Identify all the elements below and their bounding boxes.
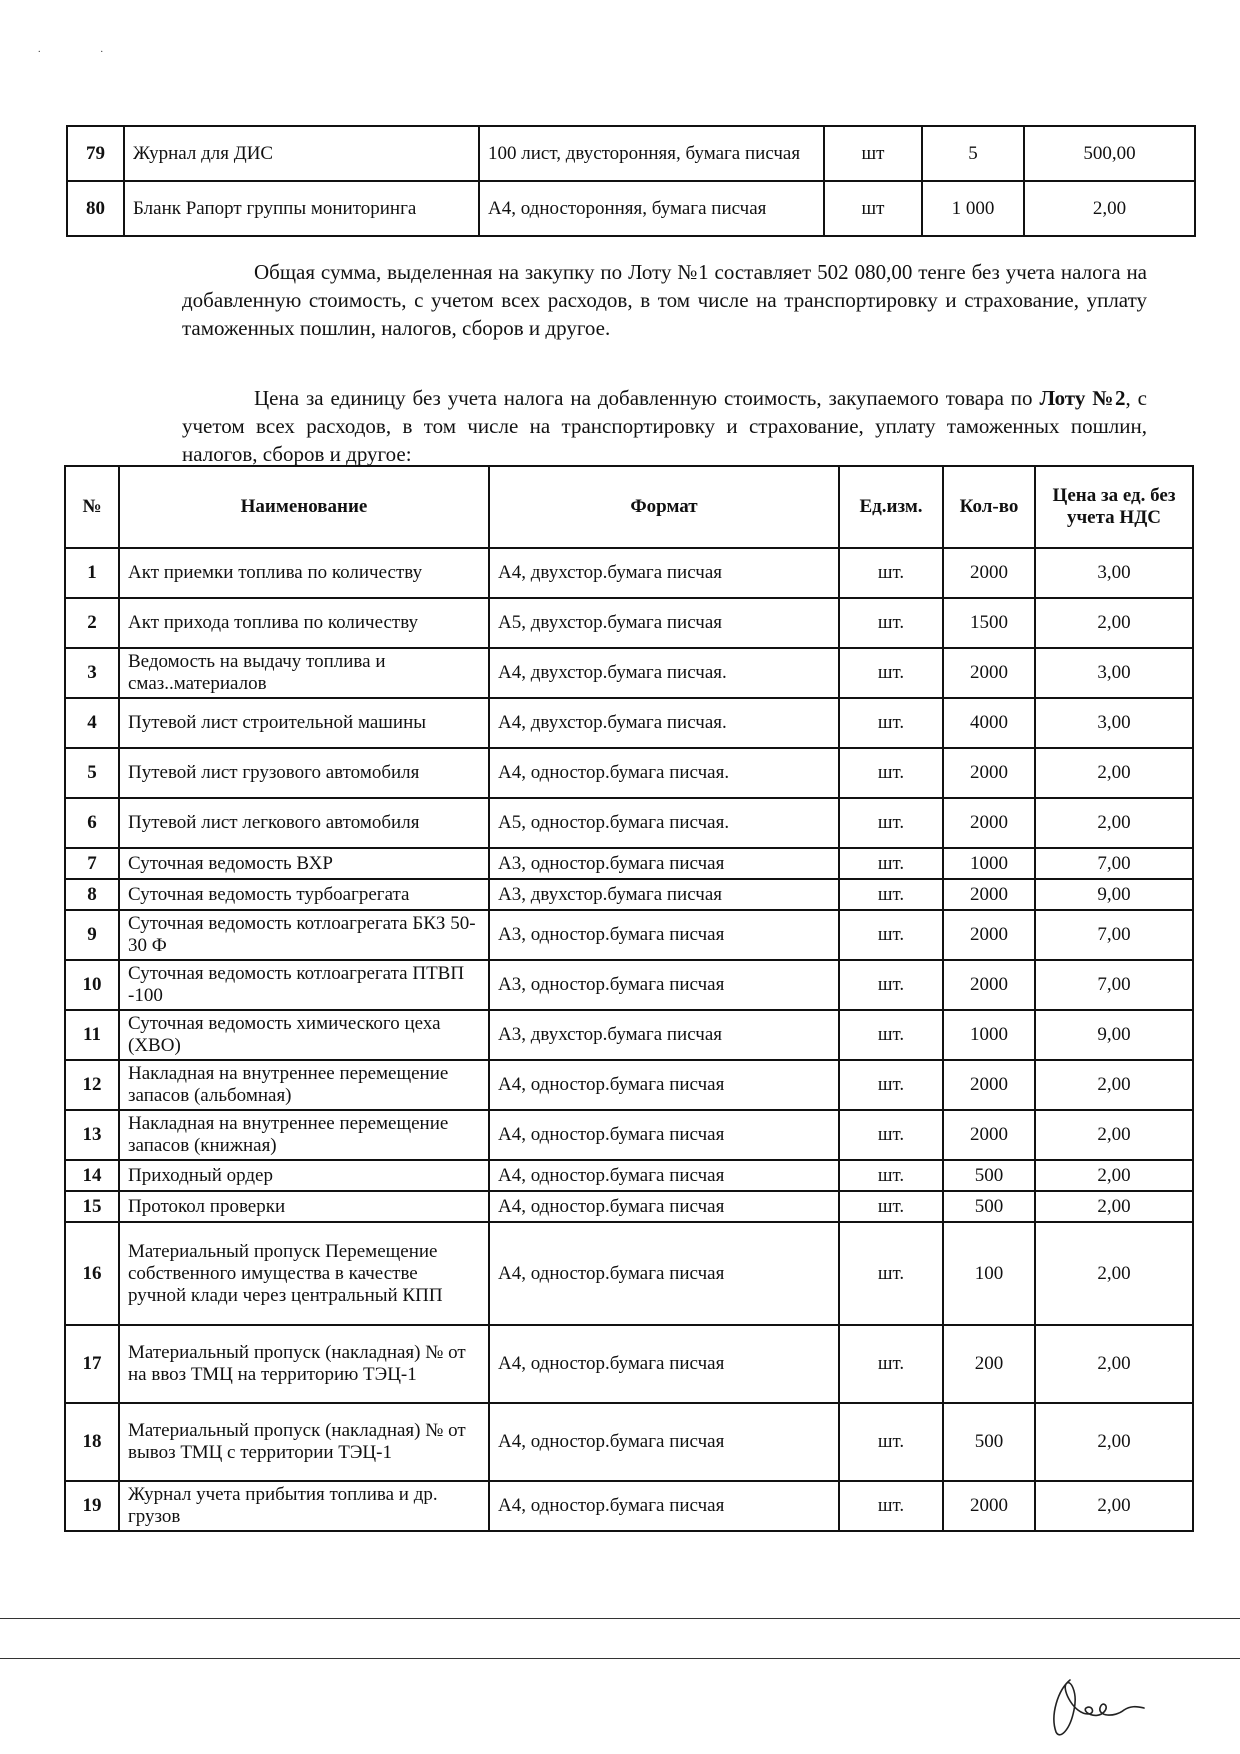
- table-row: [65, 698, 1193, 748]
- cell-price: 2,00: [1035, 598, 1193, 648]
- cell-num: 7: [65, 848, 119, 879]
- cell-price: 9,00: [1035, 879, 1193, 910]
- cell-name: Журнал для ДИС: [124, 126, 479, 181]
- table-row: [65, 1160, 1193, 1191]
- table-row: [65, 848, 1193, 879]
- cell-num: 8: [65, 879, 119, 910]
- cell-format: А4, двухстор.бумага писчая.: [489, 648, 839, 698]
- cell-format: А4, одностор.бумага писчая: [489, 1160, 839, 1191]
- cell-num: 79: [67, 126, 124, 181]
- table-row: [65, 798, 1193, 848]
- cell-name: Журнал учета прибытия топлива и др. грузов: [119, 1481, 489, 1531]
- lot2-intro-bold: Лоту №2: [1039, 386, 1126, 410]
- cell-price: 2,00: [1035, 1191, 1193, 1222]
- cell-num: 18: [65, 1403, 119, 1481]
- cell-format: А4, двухстор.бумага писчая.: [489, 698, 839, 748]
- cell-num: 17: [65, 1325, 119, 1403]
- cell-unit: шт.: [839, 1060, 943, 1110]
- table-row: [65, 910, 1193, 960]
- cell-unit: шт.: [839, 848, 943, 879]
- cell-price: 2,00: [1035, 1060, 1193, 1110]
- cell-qty: 2000: [943, 1481, 1035, 1531]
- cell-qty: 2000: [943, 879, 1035, 910]
- table-row: [65, 1222, 1193, 1325]
- cell-qty: 1 000: [922, 181, 1024, 236]
- cell-unit: шт.: [839, 1160, 943, 1191]
- cell-price: 2,00: [1035, 1481, 1193, 1531]
- table-row: [65, 960, 1193, 1010]
- cell-num: 2: [65, 598, 119, 648]
- cell-price: 2,00: [1035, 748, 1193, 798]
- cell-format: А4, односторонняя, бумага писчая: [479, 181, 824, 236]
- cell-format: А3, одностор.бумага писчая: [489, 848, 839, 879]
- cell-num: 6: [65, 798, 119, 848]
- lot1-table-tail: [66, 125, 1196, 237]
- cell-price: 2,00: [1035, 1160, 1193, 1191]
- header-price: Цена за ед. без учета НДС: [1035, 466, 1193, 548]
- cell-format: А4, двухстор.бумага писчая: [489, 548, 839, 598]
- cell-unit: шт.: [839, 1325, 943, 1403]
- lot2-intro-after: , с учетом всех расходов, в том числе на транспортировку и страхование, уплату таможенных пошлин, налогов, сборов и другое:: [182, 386, 1147, 466]
- cell-name: Приходный ордер: [119, 1160, 489, 1191]
- cell-unit: шт.: [839, 879, 943, 910]
- cell-unit: шт.: [839, 698, 943, 748]
- cell-unit: шт.: [839, 1110, 943, 1160]
- scan-specks: . .: [38, 44, 103, 55]
- cell-price: 500,00: [1024, 126, 1195, 181]
- cell-price: 7,00: [1035, 848, 1193, 879]
- cell-qty: 2000: [943, 910, 1035, 960]
- cell-unit: шт.: [839, 648, 943, 698]
- cell-num: 5: [65, 748, 119, 798]
- cell-num: 4: [65, 698, 119, 748]
- cell-name: Протокол проверки: [119, 1191, 489, 1222]
- cell-unit: шт.: [839, 1481, 943, 1531]
- cell-qty: 500: [943, 1403, 1035, 1481]
- cell-price: 3,00: [1035, 698, 1193, 748]
- cell-name: Ведомость на выдачу топлива и смаз..материалов: [119, 648, 489, 698]
- cell-unit: шт.: [839, 1191, 943, 1222]
- cell-price: 2,00: [1035, 1222, 1193, 1325]
- cell-price: 2,00: [1035, 1110, 1193, 1160]
- header-name: Наименование: [119, 466, 489, 548]
- table-row: [67, 181, 1195, 236]
- cell-price: 3,00: [1035, 648, 1193, 698]
- bottom-rule-1: [0, 1618, 1240, 1619]
- cell-name: Суточная ведомость ВХР: [119, 848, 489, 879]
- cell-num: 9: [65, 910, 119, 960]
- table-header-row: [65, 466, 1193, 548]
- cell-name: Материальный пропуск (накладная) № от вывоз ТМЦ с территории ТЭЦ-1: [119, 1403, 489, 1481]
- cell-name: Материальный пропуск (накладная) № от на ввоз ТМЦ на территорию ТЭЦ-1: [119, 1325, 489, 1403]
- header-format: Формат: [489, 466, 839, 548]
- table-row: [65, 1481, 1193, 1531]
- cell-qty: 500: [943, 1191, 1035, 1222]
- cell-qty: 2000: [943, 1060, 1035, 1110]
- header-num: №: [65, 466, 119, 548]
- cell-format: А3, двухстор.бумага писчая: [489, 1010, 839, 1060]
- cell-unit: шт.: [839, 598, 943, 648]
- cell-format: А5, одностор.бумага писчая.: [489, 798, 839, 848]
- handwritten-signature: [1040, 1670, 1150, 1742]
- cell-qty: 200: [943, 1325, 1035, 1403]
- table-row: [65, 1060, 1193, 1110]
- cell-num: 15: [65, 1191, 119, 1222]
- cell-name: Суточная ведомость турбоагрегата: [119, 879, 489, 910]
- table-row: [65, 1325, 1193, 1403]
- cell-name: Бланк Рапорт группы мониторинга: [124, 181, 479, 236]
- cell-price: 2,00: [1035, 1403, 1193, 1481]
- cell-unit: шт.: [839, 1403, 943, 1481]
- cell-price: 7,00: [1035, 960, 1193, 1010]
- cell-format: А4, одностор.бумага писчая.: [489, 748, 839, 798]
- lot2-intro-paragraph: [182, 384, 1147, 468]
- cell-name: Накладная на внутреннее перемещение запасов (альбомная): [119, 1060, 489, 1110]
- cell-num: 12: [65, 1060, 119, 1110]
- table-row: [65, 1403, 1193, 1481]
- cell-qty: 2000: [943, 648, 1035, 698]
- cell-unit: шт.: [839, 1222, 943, 1325]
- cell-qty: 500: [943, 1160, 1035, 1191]
- cell-num: 10: [65, 960, 119, 1010]
- cell-format: А3, двухстор.бумага писчая: [489, 879, 839, 910]
- cell-qty: 100: [943, 1222, 1035, 1325]
- cell-price: 2,00: [1035, 1325, 1193, 1403]
- cell-name: Путевой лист легкового автомобиля: [119, 798, 489, 848]
- cell-format: 100 лист, двусторонняя, бумага писчая: [479, 126, 824, 181]
- cell-unit: шт: [824, 181, 922, 236]
- cell-name: Накладная на внутреннее перемещение запасов (книжная): [119, 1110, 489, 1160]
- cell-num: 16: [65, 1222, 119, 1325]
- cell-num: 1: [65, 548, 119, 598]
- cell-qty: 1500: [943, 598, 1035, 648]
- cell-format: А4, одностор.бумага писчая: [489, 1191, 839, 1222]
- cell-name: Акт приемки топлива по количеству: [119, 548, 489, 598]
- cell-name: Акт прихода топлива по количеству: [119, 598, 489, 648]
- cell-qty: 1000: [943, 1010, 1035, 1060]
- table-row: [65, 879, 1193, 910]
- cell-unit: шт.: [839, 798, 943, 848]
- cell-unit: шт.: [839, 548, 943, 598]
- cell-num: 3: [65, 648, 119, 698]
- cell-name: Суточная ведомость химического цеха (ХВО): [119, 1010, 489, 1060]
- cell-name: Суточная ведомость котлоагрегата БКЗ 50-30 Ф: [119, 910, 489, 960]
- cell-num: 14: [65, 1160, 119, 1191]
- cell-format: А3, одностор.бумага писчая: [489, 910, 839, 960]
- bottom-rule-2: [0, 1658, 1240, 1659]
- cell-qty: 2000: [943, 548, 1035, 598]
- table-row: [65, 648, 1193, 698]
- table-row: [65, 748, 1193, 798]
- cell-num: 19: [65, 1481, 119, 1531]
- table-row: [65, 1010, 1193, 1060]
- table-row: [65, 548, 1193, 598]
- cell-name: Путевой лист строительной машины: [119, 698, 489, 748]
- cell-qty: 2000: [943, 960, 1035, 1010]
- table-row: [67, 126, 1195, 181]
- cell-qty: 4000: [943, 698, 1035, 748]
- table-row: [65, 1110, 1193, 1160]
- cell-name: Суточная ведомость котлоагрегата ПТВП -100: [119, 960, 489, 1010]
- cell-format: А3, одностор.бумага писчая: [489, 960, 839, 1010]
- cell-qty: 2000: [943, 748, 1035, 798]
- cell-num: 80: [67, 181, 124, 236]
- cell-format: А4, одностор.бумага писчая: [489, 1403, 839, 1481]
- cell-unit: шт.: [839, 1010, 943, 1060]
- cell-unit: шт.: [839, 910, 943, 960]
- header-qty: Кол-во: [943, 466, 1035, 548]
- cell-qty: 2000: [943, 798, 1035, 848]
- table-row: [65, 598, 1193, 648]
- cell-unit: шт.: [839, 960, 943, 1010]
- header-unit: Ед.изм.: [839, 466, 943, 548]
- cell-qty: 1000: [943, 848, 1035, 879]
- cell-format: А4, одностор.бумага писчая: [489, 1060, 839, 1110]
- cell-format: А4, одностор.бумага писчая: [489, 1325, 839, 1403]
- cell-name: Путевой лист грузового автомобиля: [119, 748, 489, 798]
- cell-price: 3,00: [1035, 548, 1193, 598]
- cell-num: 11: [65, 1010, 119, 1060]
- cell-format: А4, одностор.бумага писчая: [489, 1222, 839, 1325]
- cell-format: А4, одностор.бумага писчая: [489, 1110, 839, 1160]
- lot2-table: [64, 465, 1194, 1532]
- table-row: [65, 1191, 1193, 1222]
- cell-name: Материальный пропуск Перемещение собственного имущества в качестве ручной клади через центральный КПП: [119, 1222, 489, 1325]
- cell-format: А4, одностор.бумага писчая: [489, 1481, 839, 1531]
- cell-qty: 5: [922, 126, 1024, 181]
- cell-unit: шт.: [839, 748, 943, 798]
- cell-num: 13: [65, 1110, 119, 1160]
- cell-price: 2,00: [1035, 798, 1193, 848]
- cell-qty: 2000: [943, 1110, 1035, 1160]
- cell-unit: шт: [824, 126, 922, 181]
- cell-price: 7,00: [1035, 910, 1193, 960]
- lot1-total-paragraph: Общая сумма, выделенная на закупку по Лоту №1 составляет 502 080,00 тенге без учета налога на добавленную стоимость, с учетом всех расходов, в том числе на транспортировку и страхование, уплату таможенных пошлин, налогов, сборов и другое.: [182, 260, 1147, 340]
- cell-format: А5, двухстор.бумага писчая: [489, 598, 839, 648]
- cell-price: 9,00: [1035, 1010, 1193, 1060]
- cell-price: 2,00: [1024, 181, 1195, 236]
- lot2-intro-before: Цена за единицу без учета налога на добавленную стоимость, закупаемого товара по: [254, 386, 1033, 410]
